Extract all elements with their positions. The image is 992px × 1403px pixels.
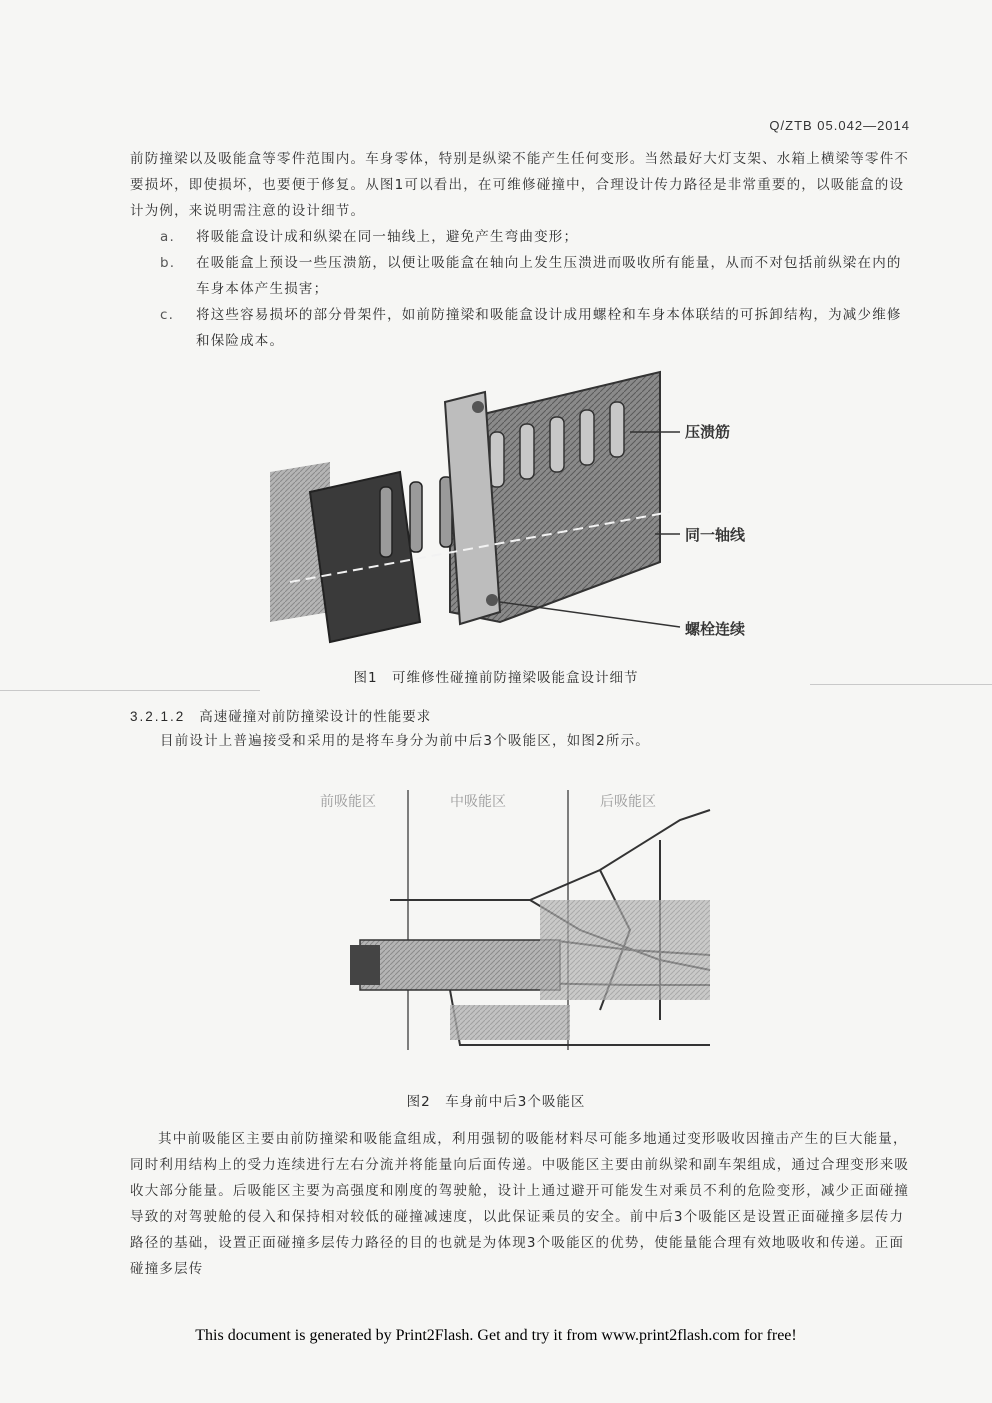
bolt-bottom	[486, 594, 498, 606]
label-bolt-connection: 螺栓连续	[685, 620, 746, 638]
front-openings	[380, 477, 452, 557]
cabin-structure	[540, 900, 710, 1000]
bumper-beam	[350, 945, 380, 985]
section-number: 3.2.1.2	[130, 709, 186, 724]
list-mark: b.	[160, 255, 176, 271]
figure1-crash-box-illustration	[270, 362, 780, 652]
divider	[810, 684, 992, 685]
front-bumper-beam	[310, 472, 420, 642]
figure1-caption: 图1 可维修性碰撞前防撞梁吸能盒设计细节	[353, 670, 639, 686]
zone-label-rear: 后吸能区	[600, 794, 656, 810]
leader-line	[500, 602, 680, 627]
front-rail	[360, 940, 560, 990]
section-title: 高速碰撞对前防撞梁设计的性能要求	[199, 709, 432, 725]
intro-paragraph	[130, 146, 912, 224]
section-paragraph	[160, 728, 912, 754]
zone-label-front: 前吸能区	[320, 794, 376, 810]
list-item-b	[160, 250, 912, 302]
list-mark: a.	[160, 229, 175, 245]
list-mark: c.	[160, 307, 175, 323]
section-text: 目前设计上普遍接受和采用的是将车身分为前中后3个吸能区，如图2所示。	[160, 733, 650, 749]
footer-notice: This document is generated by Print2Flash. Get and try it from www.print2flash.com for free!	[195, 1327, 797, 1344]
label-crush-rib: 压溃筋	[685, 423, 731, 441]
list-item-c	[160, 302, 912, 354]
body-paragraph	[130, 1126, 912, 1282]
label-same-axis: 同一轴线	[685, 526, 746, 544]
zone-label-middle: 中吸能区	[450, 794, 506, 810]
section-heading	[130, 705, 431, 725]
list-text: 在吸能盒上预设一些压溃筋，以便让吸能盒在轴向上发生压溃进而吸收所有能量，从而不对包括前纵梁在内的车身本体产生损害；	[196, 255, 902, 297]
bolt-top	[472, 401, 484, 413]
body-text: 其中前吸能区主要由前防撞梁和吸能盒组成，利用强韧的吸能材料尽可能多地通过变形吸收因撞击产生的巨大能量，同时利用结构上的受力连续进行左右分流并将能量向后面传递。中吸能区主要由前纵梁和副车架组成，通过合理变形来吸收大部分能量。后吸能区主要为高强度和刚度的驾驶舱，设计上通过避开可能发生对乘员不利的危险变形，减少正面碰撞导致的对驾驶舱的侵入和保持相对较低的碰撞减速度，以此保证乘员的安全。前中后3个吸能区是设置正面碰撞多层传力路径的基础，设置正面碰撞多层传力路径的目的也就是为体现3个吸能区的优势，使能量能合理有效地吸收和传递。正面碰撞多层传	[130, 1131, 910, 1277]
document-id: Q/ZTB 05.042—2014	[769, 118, 910, 133]
figure2-energy-zones-illustration	[300, 780, 720, 1060]
list-text: 将这些容易损坏的部分骨架件，如前防撞梁和吸能盒设计成用螺栓和车身本体联结的可拆卸结构，为减少维修和保险成本。	[196, 307, 902, 349]
list-text: 将吸能盒设计成和纵梁在同一轴线上，避免产生弯曲变形；	[196, 229, 579, 245]
figure2-caption: 图2 车身前中后3个吸能区	[406, 1094, 586, 1110]
intro-text: 前防撞梁以及吸能盒等零件范围内。车身零体，特别是纵梁不能产生任何变形。当然最好大灯支架、水箱上横梁等零件不要损坏，即使损坏，也要便于修复。从图1可以看出，在可维修碰撞中，合理设计传力路径是非常重要的，以吸能盒的设计为例，来说明需注意的设计细节。	[130, 151, 910, 219]
divider	[0, 690, 260, 691]
subframe	[450, 1005, 570, 1040]
list-item-a	[160, 224, 912, 250]
